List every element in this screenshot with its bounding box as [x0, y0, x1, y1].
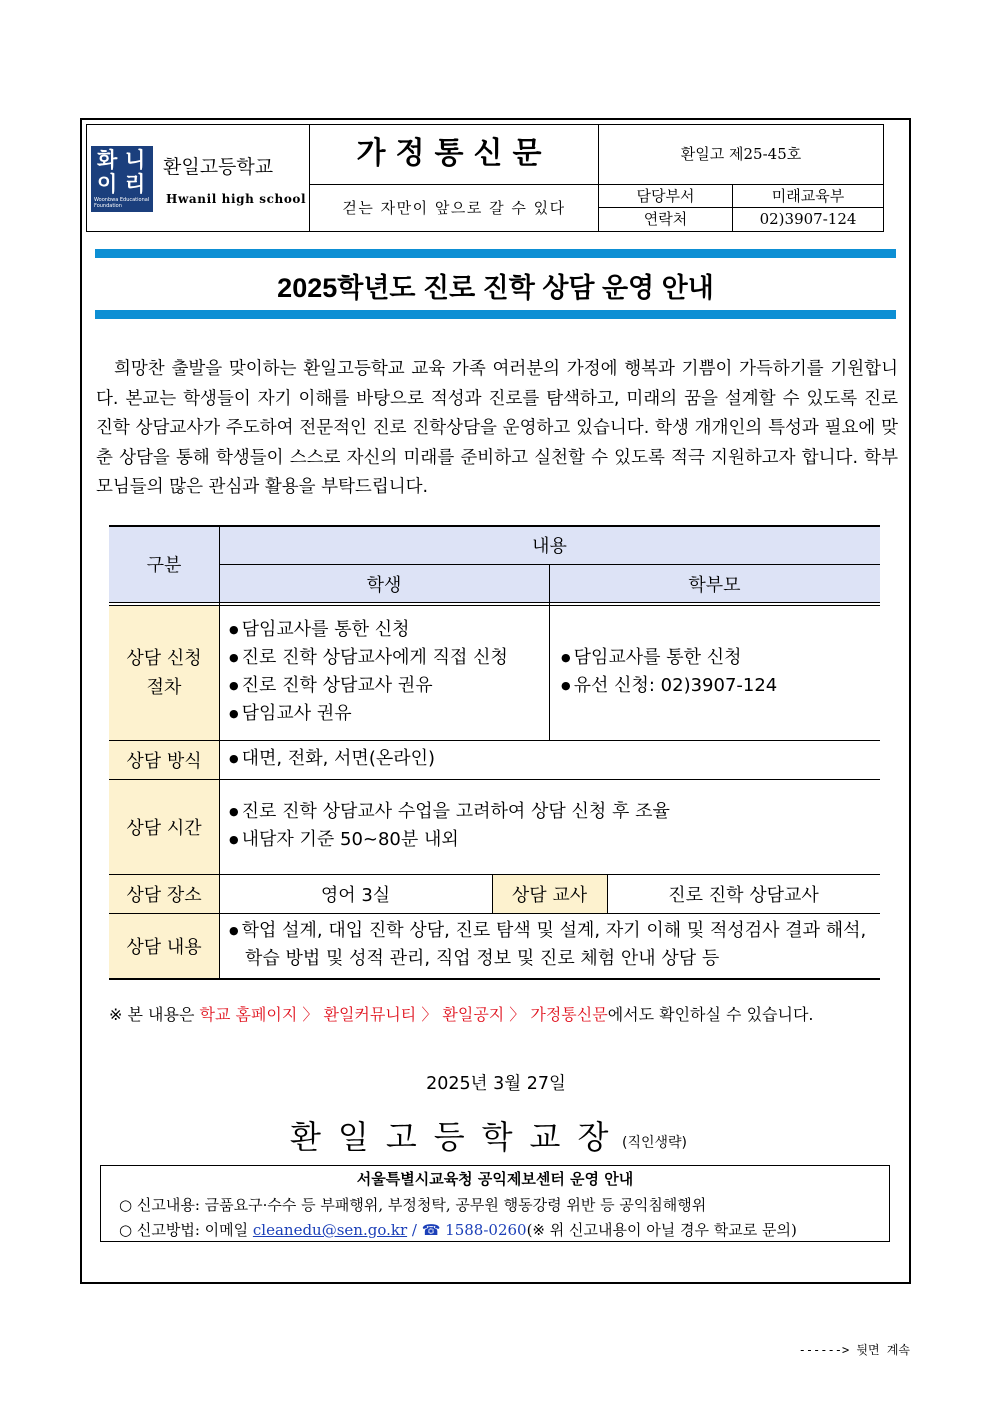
teacher-value: 진로 진학 상담교사: [668, 884, 819, 906]
logo-glyph: 이: [97, 172, 118, 196]
issue-date: 2025년 3월 27일: [426, 1074, 566, 1094]
table-border: [492, 874, 493, 913]
col-header-student: 학생: [219, 564, 549, 603]
teacher-label: 상담 교사: [492, 874, 607, 913]
list-item: ● 내담자 기준 50~80분 내외: [229, 826, 880, 854]
list-item: ● 담임교사를 통한 신청: [561, 644, 880, 672]
table-border: [109, 602, 880, 603]
logo-glyph: 니: [125, 148, 146, 172]
table-border: [109, 605, 880, 606]
list-item: ● 유선 신청: 02)3907-124: [561, 672, 880, 700]
table-border: [109, 913, 880, 914]
row-label-apply: 상담 신청 절차: [109, 605, 219, 740]
content-cell: ● 학업 설계, 대입 진학 상담, 진로 탐색 및 설계, 자기 이해 및 적성검사 결과 해석, 학습 방법 및 성적 관리, 직업 정보 및 진로 체험 안내 상담 등: [219, 913, 880, 979]
email-link[interactable]: cleanedu@sen.go.kr: [252, 1221, 408, 1239]
school-name-ko: 환일고등학교: [163, 156, 274, 178]
table-border: [549, 564, 550, 740]
contact-value: 02)3907-124: [759, 210, 857, 228]
place-value: 영어 3실: [320, 884, 391, 906]
continued-note: ------> 뒷면 계속: [798, 1343, 910, 1357]
note-suffix: 에서도 확인하실 수 있습니다.: [607, 1005, 814, 1024]
title-bar-bottom: [95, 310, 896, 319]
header-table: [86, 124, 884, 232]
method-list: [229, 745, 880, 773]
table-border: [109, 740, 880, 741]
report-line-2: [119, 1219, 797, 1240]
row-label-place: 상담 장소: [109, 874, 219, 913]
row-label-time: 상담 시간: [109, 779, 219, 874]
logo-glyph: 화: [97, 148, 118, 172]
counseling-table: [109, 525, 880, 980]
report-method-label: ○ 신고방법: 이메일: [119, 1221, 253, 1239]
dept-value: 미래교육부: [733, 185, 883, 208]
dept-label: 담당부서: [599, 185, 733, 208]
school-name-en: Hwanil high school: [166, 192, 307, 206]
apply-student-cell: [219, 605, 549, 740]
col-header-category: 구분: [109, 525, 219, 603]
table-border: [607, 874, 608, 913]
col-header-parent: 학부모: [549, 564, 880, 603]
row-label-method: 상담 방식: [109, 740, 219, 779]
list-item: ● 담임교사 권유: [229, 700, 549, 728]
time-cell: [219, 779, 880, 874]
col-header-content: 내용: [219, 525, 880, 564]
report-line-1: ○ 신고내용: 금품요구·수수 등 부패행위, 부정청탁, 공무원 행동강령 위반 등 공익침해행위: [119, 1196, 707, 1214]
logo-glyph: 리: [125, 172, 146, 196]
content-line-1: 학업 설계, 대입 진학 상담, 진로 탐색 및 설계, 자기 이해 및 적성검사 결과 해석,: [241, 920, 867, 941]
note-path: 학교 홈페이지 〉 환일커뮤니티 〉 환일공지 〉 가정통신문: [199, 1005, 608, 1024]
homepage-note: [109, 1002, 814, 1025]
school-logo: [91, 146, 153, 212]
contact-label: 연락처: [599, 208, 733, 231]
report-title: 서울특별시교육청 공익제보센터 운영 안내: [356, 1170, 634, 1188]
intro-text: 희망찬 출발을 맞이하는 환일고등학교 교육 가족 여러분의 가정에 행복과 기쁨이 가득하기를 기원합니다. 본교는 학생들이 자기 이해를 바탕으로 적성과 진로를 탐색하고, 미래의 꿈을 설계할 수 있도록 진로 진학 상담교사가 주도하여 전문적인 진로 진학상담을 운영하고 있습니다. 학생 개개인의 특성과 필요에 맞춘 상담을 통해 학생들이 스스로 자신의 미래를 준비하고 실천할 수 있도록 적극 지원하고자 합니다. 학부모님들의 많은 관심과 활용을 부탁드립니다.: [96, 359, 898, 497]
apply-parent-list: [561, 644, 880, 700]
intro-paragraph: [96, 355, 898, 503]
table-border: [109, 525, 880, 527]
phone-number: ☎ 1588-0260: [421, 1221, 527, 1239]
table-border: [109, 874, 880, 875]
separator: /: [407, 1221, 422, 1239]
report-box: [100, 1165, 890, 1242]
stamp-omitted: (직인생략): [622, 1135, 688, 1151]
logo-caption: Woonbwa Educational Foundation: [94, 197, 150, 209]
apply-parent-cell: [549, 605, 880, 740]
list-item: ● 진로 진학 상담교사 권유: [229, 672, 549, 700]
table-border: [109, 978, 880, 980]
page-title: 2025학년도 진로 진학 상담 운영 안내: [277, 273, 714, 303]
logo-cell: [87, 125, 310, 231]
list-item: ● 담임교사를 통한 신청: [229, 616, 549, 644]
school-motto: 걷는 자만이 앞으로 갈 수 있다: [310, 185, 599, 231]
row-label-content: 상담 내용: [109, 913, 219, 979]
newsletter-title: 가정통신문: [310, 125, 599, 185]
report-suffix: (※ 위 신고내용이 아닐 경우 학교로 문의): [526, 1221, 797, 1239]
time-list: [229, 798, 880, 854]
apply-student-list: [229, 616, 549, 728]
list-item: ● 대면, 전화, 서면(온라인): [229, 745, 880, 773]
list-item: ● 진로 진학 상담교사 수업을 고려하여 상담 신청 후 조율: [229, 798, 880, 826]
content-line-2: 학습 방법 및 성적 관리, 직업 정보 및 진로 체험 안내 상담 등: [245, 948, 720, 969]
issue-number: 환일고 제25-45호: [599, 125, 883, 185]
list-item: ● 진로 진학 상담교사에게 직접 신청: [229, 644, 549, 672]
method-cell: [219, 740, 880, 779]
note-prefix: ※ 본 내용은: [109, 1005, 200, 1024]
title-bar-top: [95, 249, 896, 258]
table-border: [109, 779, 880, 780]
table-border: [219, 525, 220, 980]
principal-signature: 환일고등학교장: [290, 1118, 626, 1156]
